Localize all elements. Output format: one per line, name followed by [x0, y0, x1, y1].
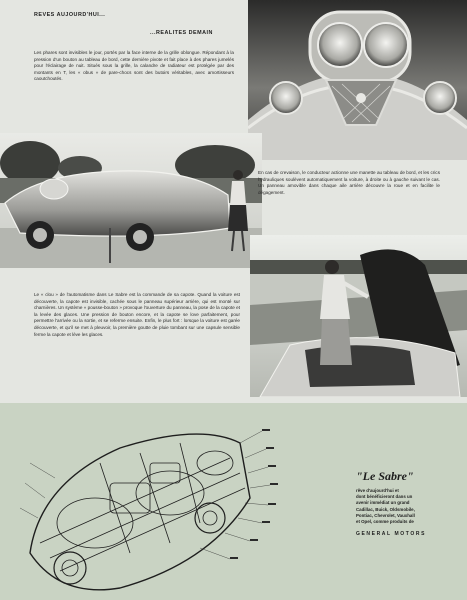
header-right: ...REALITES DEMAIN: [150, 30, 213, 36]
cutaway-section: [0, 403, 467, 600]
paragraph-jacks: En cas de crevaison, le conducteur actionne une manette au tableau de bord, et les crics hydrauliques soulèvent automatiquement la voiture, à droite ou à gauche suivant le cas. Un panneau amovible dans chaque aile arrière découvre la roue et en facilite le dégagement.: [258, 170, 440, 195]
brand-title: "Le Sabre": [356, 469, 414, 483]
dashboard-photo: [248, 0, 467, 160]
brand-line: Pontiac, Chevrolet, Vauxhall: [356, 512, 415, 518]
header-left: REVES AUJOURD'HUI...: [34, 12, 106, 18]
brand-description: [356, 488, 456, 525]
brand-line: Cadillac, Buick, Oldsmobile,: [356, 506, 415, 512]
paragraph-convertible: Le « clou » de l'automatisme dans Le Sabre est la commande de sa capote. Quand la voiture est découverte, la capote est invisible, cachée sous le panneau supérieur arrière, qui est monté sur charnières. Un système « pousse-bouton » provoque l'ouverture du panneau, la pose de la capote et la levée des glaces. Une pression de bouton encore, et la capote se love parfaitement, pour permettre l'arrivée ou la sortie, et se referme ensuite. Enfin, le plus fort : lorsque la voiture est garée découverte, et qu'il se met à pleuvoir, la première goutte de pluie tombant sur une capsule sensible ferme la capote et lève les glaces.: [34, 292, 240, 337]
brand-line: et Opel, comme produits de: [356, 519, 414, 525]
paragraph-headlights: Les phares sont invisibles le jour, portés par la face interne de la grille oblongue. Répondant à la pression d'un bouton au tableau de bord, cette dernière pivote et fait place à des phares jumelés pour l'éclairage de nuit. Situés sous la grille, la calandre de radiateur est protégée par des montants en T, les « obus » de pare-chocs sont des butoirs véritables, avec amortisseurs caoutchoutés.: [34, 50, 234, 82]
cutaway-drawing: [0, 403, 290, 600]
convertible-photo: [250, 235, 467, 397]
brand-line: rêve d'aujourd'hui et: [356, 488, 399, 493]
company-name: GENERAL MOTORS: [356, 531, 426, 537]
brand-line: avenir immédiat un grand: [356, 500, 410, 506]
brand-line: dont bénéficieront dans un: [356, 494, 413, 500]
car-photo: [0, 133, 262, 268]
